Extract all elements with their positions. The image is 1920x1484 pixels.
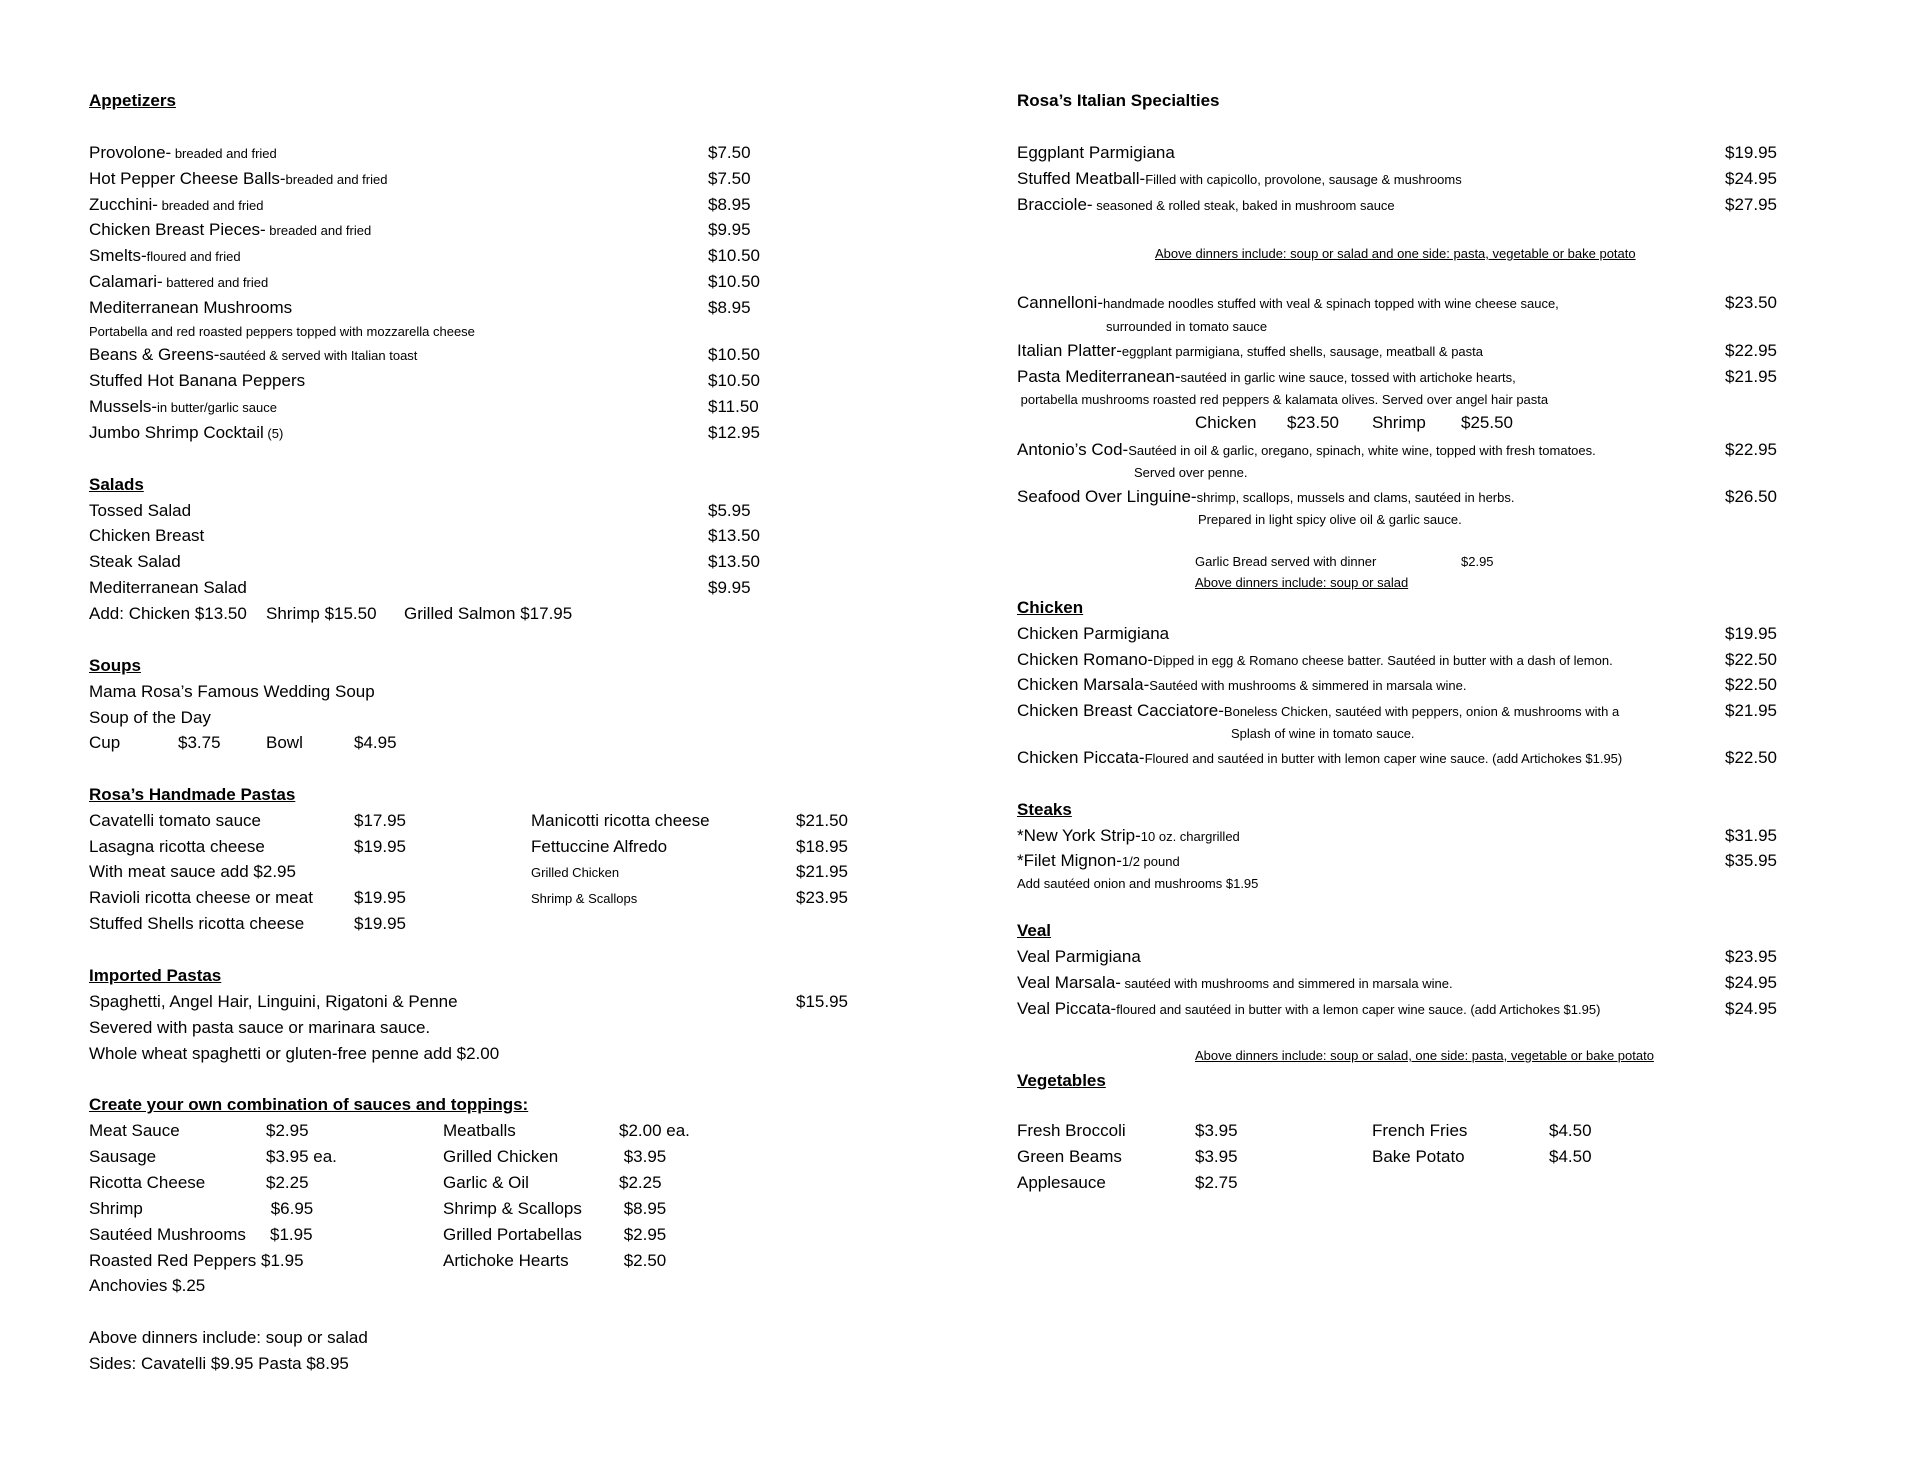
menu-item: Lasagna ricotta cheese: [89, 837, 265, 856]
item-description: portabella mushrooms roasted red peppers & kalamata olives. Served over angel hair pasta: [1017, 392, 1549, 407]
vegetables-heading: Vegetables: [1017, 1071, 1106, 1090]
menu-item: Antonio’s Cod-Sautéed in oil & garlic, oregano, spinach, white wine, topped with fresh tomatoes.: [1017, 440, 1596, 459]
menu-price: $15.95: [796, 992, 848, 1011]
menu-price: $11.50: [708, 397, 759, 416]
item-description: Portabella and red roasted peppers topped with mozzarella cheese: [89, 324, 475, 339]
menu-price: $8.95: [708, 298, 751, 317]
option-label: Chicken: [1195, 413, 1257, 432]
menu-price: $22.50: [1725, 675, 1777, 694]
menu-item: Stuffed Meatball-Filled with capicollo, provolone, sausage & mushrooms: [1017, 169, 1462, 188]
menu-item: Beans & Greens-sautéed & served with Italian toast: [89, 345, 418, 364]
option-price: $23.50: [1287, 413, 1339, 432]
menu-price: $22.95: [1725, 440, 1777, 459]
menu-price: $12.95: [708, 423, 760, 442]
menu-item: Soup of the Day: [89, 708, 211, 727]
menu-item: Green Beams: [1017, 1147, 1122, 1166]
menu-item: Garlic & Oil: [443, 1173, 529, 1192]
menu-item: Chicken Marsala-Sautéed with mushrooms & simmered in marsala wine.: [1017, 675, 1467, 694]
veal-heading: Veal: [1017, 921, 1052, 940]
dinner-note: Above dinners include: soup or salad, one side: pasta, vegetable or bake potato: [1195, 1048, 1654, 1063]
menu-item: *New York Strip-10 oz. chargrilled: [1017, 826, 1240, 845]
menu-price: $5.95: [708, 501, 751, 520]
menu-item: Meat Sauce: [89, 1121, 180, 1140]
menu-price: $8.95: [708, 195, 751, 214]
menu-item: Veal Parmigiana: [1017, 947, 1141, 966]
menu-price: $8.95: [619, 1199, 667, 1218]
menu-price: $17.95: [354, 811, 406, 830]
menu-item: Zucchini- breaded and fried: [89, 195, 264, 214]
menu-price: $3.95: [1195, 1147, 1238, 1166]
menu-price: $35.95: [1725, 851, 1777, 870]
menu-item: Veal Piccata-floured and sautéed in butter with a lemon caper wine sauce. (add Artichokes $1.95): [1017, 999, 1601, 1018]
salad-add-chicken: Add: Chicken $13.50: [89, 604, 247, 623]
menu-price: $3.95 ea.: [266, 1147, 337, 1166]
menu-item: Pasta Mediterranean-sautéed in garlic wine sauce, tossed with artichoke hearts,: [1017, 367, 1516, 386]
menu-item: Eggplant Parmigiana: [1017, 143, 1175, 162]
menu-item: Spaghetti, Angel Hair, Linguini, Rigatoni & Penne: [89, 992, 458, 1011]
menu-price: $10.50: [708, 371, 760, 390]
menu-item: French Fries: [1372, 1121, 1468, 1140]
menu-item: Veal Marsala- sautéed with mushrooms and simmered in marsala wine.: [1017, 973, 1453, 992]
cup-price: $3.75: [178, 733, 221, 752]
menu-item: Italian Platter-eggplant parmigiana, stuffed shells, sausage, meatball & pasta: [1017, 341, 1483, 360]
option-label: Shrimp: [1372, 413, 1426, 432]
menu-item: Artichoke Hearts: [443, 1251, 569, 1270]
menu-price: $26.50: [1725, 487, 1777, 506]
menu-item: Roasted Red Peppers $1.95: [89, 1251, 304, 1270]
menu-item: Shrimp & Scallops: [443, 1199, 582, 1218]
menu-item: Tossed Salad: [89, 501, 192, 520]
menu-item: Stuffed Shells ricotta cheese: [89, 914, 305, 933]
menu-item: Mama Rosa’s Famous Wedding Soup: [89, 682, 375, 701]
cup-label: Cup: [89, 733, 121, 752]
imported-pastas-heading: Imported Pastas: [89, 966, 222, 985]
menu-item: With meat sauce add $2.95: [89, 862, 296, 881]
menu-price: $4.50: [1549, 1121, 1592, 1140]
menu-item: Fresh Broccoli: [1017, 1121, 1126, 1140]
menu-price: $19.95: [1725, 624, 1777, 643]
item-description: Add sautéed onion and mushrooms $1.95: [1017, 876, 1259, 891]
menu-item: Smelts-floured and fried: [89, 246, 241, 265]
menu-item: Sautéed Mushrooms: [89, 1225, 246, 1244]
menu-price: $21.95: [1725, 367, 1777, 386]
menu-price: $13.50: [708, 552, 760, 571]
menu-price: $13.50: [708, 526, 760, 545]
menu-item: Anchovies $.25: [89, 1276, 206, 1295]
menu-item: *Filet Mignon-1/2 pound: [1017, 851, 1180, 870]
menu-item: Fettuccine Alfredo: [531, 837, 668, 856]
menu-price: $1.95: [270, 1225, 313, 1244]
bowl-price: $4.95: [354, 733, 397, 752]
item-description: Splash of wine in tomato sauce.: [1231, 726, 1415, 741]
menu-price: $21.95: [796, 862, 848, 881]
menu-price: $22.50: [1725, 748, 1777, 767]
menu-item: Manicotti ricotta cheese: [531, 811, 710, 830]
menu-price: $21.50: [796, 811, 848, 830]
menu-item: Chicken Breast: [89, 526, 205, 545]
menu-item: Calamari- battered and fried: [89, 272, 269, 291]
salad-add-shrimp: Shrimp $15.50: [266, 604, 377, 623]
menu-item: Grilled Chicken: [443, 1147, 559, 1166]
menu-item: Seafood Over Linguine-shrimp, scallops, mussels and clams, sautéed in herbs.: [1017, 487, 1515, 506]
dinner-note: Above dinners include: soup or salad: [89, 1328, 368, 1347]
menu-price: $2.95: [266, 1121, 309, 1140]
menu-price: $19.95: [354, 888, 406, 907]
sides-note: Sides: Cavatelli $9.95 Pasta $8.95: [89, 1354, 349, 1373]
menu-price: $2.50: [619, 1251, 667, 1270]
menu-price: $9.95: [708, 578, 751, 597]
steaks-heading: Steaks: [1017, 800, 1072, 819]
menu-item: Applesauce: [1017, 1173, 1106, 1192]
menu-price: $4.50: [1549, 1147, 1592, 1166]
menu-price: $19.95: [354, 837, 406, 856]
item-description: surrounded in tomato sauce: [1106, 319, 1268, 334]
menu-item: Ravioli ricotta cheese or meat: [89, 888, 313, 907]
dinner-note: Above dinners include: soup or salad and one side: pasta, vegetable or bake potato: [1155, 246, 1636, 261]
handmade-pastas-heading: Rosa’s Handmade Pastas: [89, 785, 296, 804]
menu-price: $7.50: [708, 169, 751, 188]
item-description: Prepared in light spicy olive oil & garlic sauce.: [1198, 512, 1462, 527]
menu-item: Mussels-in butter/garlic sauce: [89, 397, 277, 416]
menu-price: $19.95: [354, 914, 406, 933]
menu-item: Mediterranean Salad: [89, 578, 247, 597]
menu-price: $2.75: [1195, 1173, 1238, 1192]
menu-price: $6.95: [266, 1199, 314, 1218]
menu-price: $22.50: [1725, 650, 1777, 669]
specialties-heading: Rosa’s Italian Specialties: [1017, 91, 1220, 110]
menu-item: Grilled Portabellas: [443, 1225, 582, 1244]
menu-item: Shrimp & Scallops: [531, 891, 638, 906]
appetizers-heading: Appetizers: [89, 91, 176, 110]
menu-item: Sausage: [89, 1147, 157, 1166]
menu-item: Chicken Parmigiana: [1017, 624, 1170, 643]
menu-price: $10.50: [708, 272, 760, 291]
menu-price: $10.50: [708, 345, 760, 364]
menu-item: Ricotta Cheese: [89, 1173, 206, 1192]
option-price: $25.50: [1461, 413, 1513, 432]
menu-item: Jumbo Shrimp Cocktail (5): [89, 423, 284, 442]
menu-price: $7.50: [708, 143, 751, 162]
chicken-heading: Chicken: [1017, 598, 1084, 617]
menu-price: $19.95: [1725, 143, 1777, 162]
menu-price: $23.50: [1725, 293, 1777, 312]
menu-price: $24.95: [1725, 973, 1777, 992]
menu-price: $31.95: [1725, 826, 1777, 845]
menu-price: $23.95: [1725, 947, 1777, 966]
menu-price: $24.95: [1725, 169, 1777, 188]
menu-item: Chicken Breast Cacciatore-Boneless Chicken, sautéed with peppers, onion & mushrooms with a: [1017, 701, 1620, 720]
menu-price: $9.95: [708, 220, 751, 239]
soups-heading: Soups: [89, 656, 141, 675]
menu-price: $2.25: [266, 1173, 309, 1192]
menu-item: Cavatelli tomato sauce: [89, 811, 261, 830]
menu-price: $10.50: [708, 246, 760, 265]
menu-item: Chicken Romano-Dipped in egg & Romano cheese batter. Sautéed in butter with a dash of lemon.: [1017, 650, 1613, 669]
menu-item: Bracciole- seasoned & rolled steak, baked in mushroom sauce: [1017, 195, 1395, 214]
menu-price: $23.95: [796, 888, 848, 907]
menu-item: Shrimp: [89, 1199, 143, 1218]
menu-item: Chicken Breast Pieces- breaded and fried: [89, 220, 372, 239]
menu-price: $3.95: [1195, 1121, 1238, 1140]
menu-price: $24.95: [1725, 999, 1777, 1018]
menu-item: Mediterranean Mushrooms: [89, 298, 293, 317]
menu-price: $2.00 ea.: [619, 1121, 690, 1140]
menu-item: Stuffed Hot Banana Peppers: [89, 371, 306, 390]
menu-item: Chicken Piccata-Floured and sautéed in butter with lemon caper wine sauce. (add Artichokes $1.95): [1017, 748, 1623, 767]
menu-price: $3.95: [619, 1147, 667, 1166]
item-description: Served over penne.: [1134, 465, 1248, 480]
menu-price: $22.95: [1725, 341, 1777, 360]
salads-heading: Salads: [89, 475, 144, 494]
menu-price: $27.95: [1725, 195, 1777, 214]
menu-price: $2.95: [619, 1225, 667, 1244]
menu-item: Steak Salad: [89, 552, 181, 571]
dinner-note: Above dinners include: soup or salad: [1195, 575, 1409, 590]
garlic-bread-price: $2.95: [1461, 554, 1494, 569]
menu-price: $18.95: [796, 837, 848, 856]
menu-price: $2.25: [619, 1173, 662, 1192]
toppings-heading: Create your own combination of sauces and toppings:: [89, 1095, 529, 1114]
menu-note: Severed with pasta sauce or marinara sauce.: [89, 1018, 431, 1037]
salad-add-salmon: Grilled Salmon $17.95: [404, 604, 573, 623]
menu-note: Whole wheat spaghetti or gluten-free penne add $2.00: [89, 1044, 500, 1063]
menu-item: Cannelloni-handmade noodles stuffed with veal & spinach topped with wine cheese sauce,: [1017, 293, 1559, 312]
menu-item: Hot Pepper Cheese Balls-breaded and fried: [89, 169, 388, 188]
bowl-label: Bowl: [266, 733, 303, 752]
menu-item: Grilled Chicken: [531, 865, 620, 880]
menu-item: Meatballs: [443, 1121, 516, 1140]
menu-item: Provolone- breaded and fried: [89, 143, 277, 162]
menu-price: $21.95: [1725, 701, 1777, 720]
menu-item: Bake Potato: [1372, 1147, 1465, 1166]
garlic-bread-note: Garlic Bread served with dinner: [1195, 554, 1377, 569]
